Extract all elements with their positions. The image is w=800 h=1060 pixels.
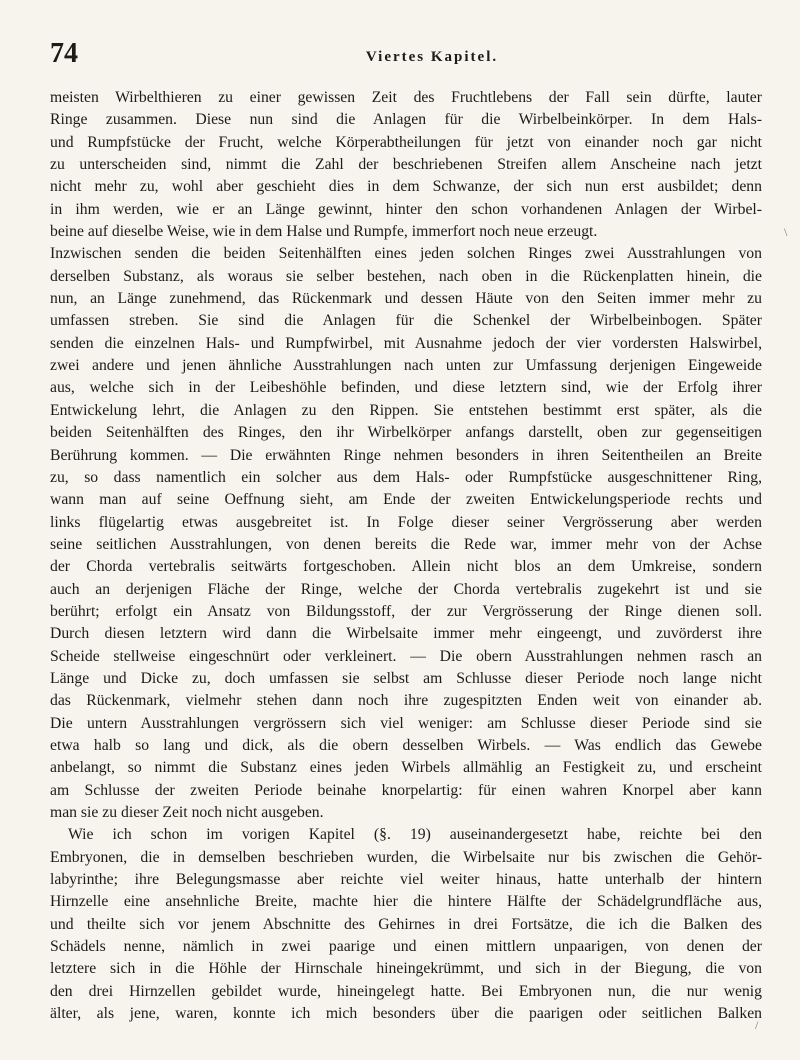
text-line: am Schlusse der zweiten Periode beinahe knorpelartig: für einen wahren Knorpel aber kann: [50, 781, 762, 799]
text-line: das Rückenmark, vielmehr stehen dann noch ihre zugespitzten Enden weit von einander ab.: [50, 692, 762, 710]
text-line: wann man auf seine Oeffnung sieht, am Ende der zweiten Entwickelungsperiode rechts und: [50, 491, 762, 509]
text-line: meisten Wirbelthieren zu einer gewissen Zeit des Fruchtlebens der Fall sein dürfte, lauter: [50, 89, 762, 106]
text-line: auch an derjenigen Fläche der Ringe, welche der Chorda vertebralis zugekehrt ist und sie: [50, 580, 762, 598]
text-line: zu, so dass namentlich ein solcher aus dem Hals- oder Rumpfstücke ausgeschnittener Ring,: [50, 468, 762, 486]
text-line: in ihm werden, wie er an Länge gewinnt, hinter den schon vorhandenen Anlagen der Wirbel-: [50, 200, 762, 218]
text-line: etwa halb so lang und dick, als die obern desselben Wirbels. — Was endlich das Gewebe: [50, 736, 762, 754]
text-line: derselben Substanz, als woraus sie selber bestehen, nach oben in die Rückenplatten hinein, die: [50, 267, 762, 285]
text-line: zwei andere und jenen ähnliche Ausstrahlungen nach unten zur Umfassung derjenigen Eingeweide: [50, 357, 762, 375]
text-line: Embryonen, die in demselben beschrieben wurden, die Wirbelsaite nur bis zwischen die Gehör-: [50, 848, 762, 866]
text-line: Länge und Dicke zu, doch umfassen sie selbst am Schlusse dieser Periode noch lange nicht: [50, 669, 762, 687]
text-line: nicht mehr zu, wohl aber geschieht dies in dem Schwanze, der sich nun erst ausbildet; denn: [50, 178, 762, 196]
margin-mark: \: [784, 225, 788, 239]
text-line: anbelangt, so nimmt die Substanz eines jeden Wirbels allmählig an Festigkeit zu, und erscheint: [50, 759, 762, 777]
text-line: zu unterscheiden sind, nimmt die Zahl der beschriebenen Streifen allem Anscheine nach jetzt: [50, 156, 762, 174]
text-line: der Chorda vertebralis seitwärts fortgeschoben. Allein nicht blos an dem Umkreise, sondern: [50, 558, 762, 576]
text-line: und theilte sich vor jenem Abschnitte des Gehirnes in drei Fortsätze, die ich die Balken des: [50, 915, 762, 933]
text-line: nun, an Länge zunehmend, das Rückenmark und dessen Häute von den Seiten immer mehr zu: [50, 290, 762, 308]
text-line: den drei Hirnzellen gebildet wurde, hineingelegt hatte. Bei Embryonen nun, die nur wenig: [50, 982, 762, 1000]
text-line: seine seitlichen Ausstrahlungen, von denen bereits die Rede war, immer mehr von der Achse: [50, 535, 762, 553]
text-line: älter, als jene, waren, konnte ich mich besonders über die paarigen oder seitlichen Balken: [50, 1005, 762, 1023]
text-line: Berührung kommen. — Die erwähnten Ringe nehmen besonders in ihren Seitentheilen an Breite: [50, 446, 762, 464]
text-line: beiden Seitenhälften des Ringes, den ihr Wirbelkörper anfangs darstellt, oben zur gegenseitigen: [50, 424, 762, 442]
page-number: 74: [50, 38, 78, 69]
text-line: beine auf dieselbe Weise, wie in dem Halse und Rumpfe, immerfort noch neue erzeugt.: [50, 223, 598, 241]
foot-mark: /: [755, 1018, 759, 1032]
body-text: [50, 87, 762, 1025]
text-line: labyrinthe; ihre Belegungsmasse aber reichte viel weiter hinaus, hatte unterhalb der hintern: [50, 871, 762, 889]
text-line: umfassen streben. Sie sind die Anlagen für die Schenkel der Wirbelbeinbogen. Später: [50, 312, 762, 330]
text-line: letztere sich in die Höhle der Hirnschale hineingekrümmt, und sich in der Biegung, die von: [50, 960, 762, 978]
text-line: senden die einzelnen Hals- und Rumpfwirbel, mit Ausnahme jedoch der vier vordersten Halswirbel,: [50, 334, 762, 352]
text-line: Hirnzelle eine ansehnliche Breite, machte hier die hintere Hälfte der Schädelgrundfläche aus,: [50, 893, 762, 911]
page-header: [50, 38, 762, 74]
text-line: und Rumpfstücke der Frucht, welche Körperabtheilungen für jetzt von einander noch gar nicht: [50, 133, 762, 151]
text-line: man sie zu dieser Zeit noch nicht ausgeben.: [50, 804, 324, 821]
text-line: Scheide stellweise eingeschnürt oder verkleinert. — Die obern Ausstrahlungen nehmen rasch an: [50, 647, 762, 665]
text-line: Entwickelung lehrt, die Anlagen zu den Rippen. Sie entstehen bestimmt erst später, als die: [50, 401, 762, 419]
text-line: Ringe zusammen. Diese nun sind die Anlagen für die Wirbelbeinkörper. In dem Hals-: [50, 111, 762, 129]
text-line: Durch diesen letztern wird dann die Wirbelsaite immer mehr eingeengt, und zuvörderst ihre: [50, 625, 762, 643]
text-line: aus, welche sich in der Leibeshöhle befinden, und diese letztern sind, wie der Erfolg ihrer: [50, 379, 762, 397]
text-line: berührt; erfolgt ein Ansatz von Bildungsstoff, der zur Vergrösserung der Ringe dienen soll.: [50, 602, 762, 620]
text-line: Wie ich schon im vorigen Kapitel (§. 19) auseinandergesetzt habe, reichte bei den: [68, 826, 762, 844]
text-line: links flügelartig etwas ausgebreitet ist. In Folge dieser seiner Vergrösserung aber werden: [50, 513, 762, 531]
text-line: Die untern Ausstrahlungen vergrössern sich viel weniger: am Schlusse dieser Periode sind sie: [50, 714, 762, 732]
text-line: Schädels nenne, nämlich in zwei paarige und einen mittlern unpaarigen, von denen der: [50, 938, 762, 956]
text-line: Inzwischen senden die beiden Seitenhälften eines jeden solchen Ringes zwei Ausstrahlungen von: [50, 245, 762, 263]
running-title: Viertes Kapitel.: [365, 49, 499, 65]
